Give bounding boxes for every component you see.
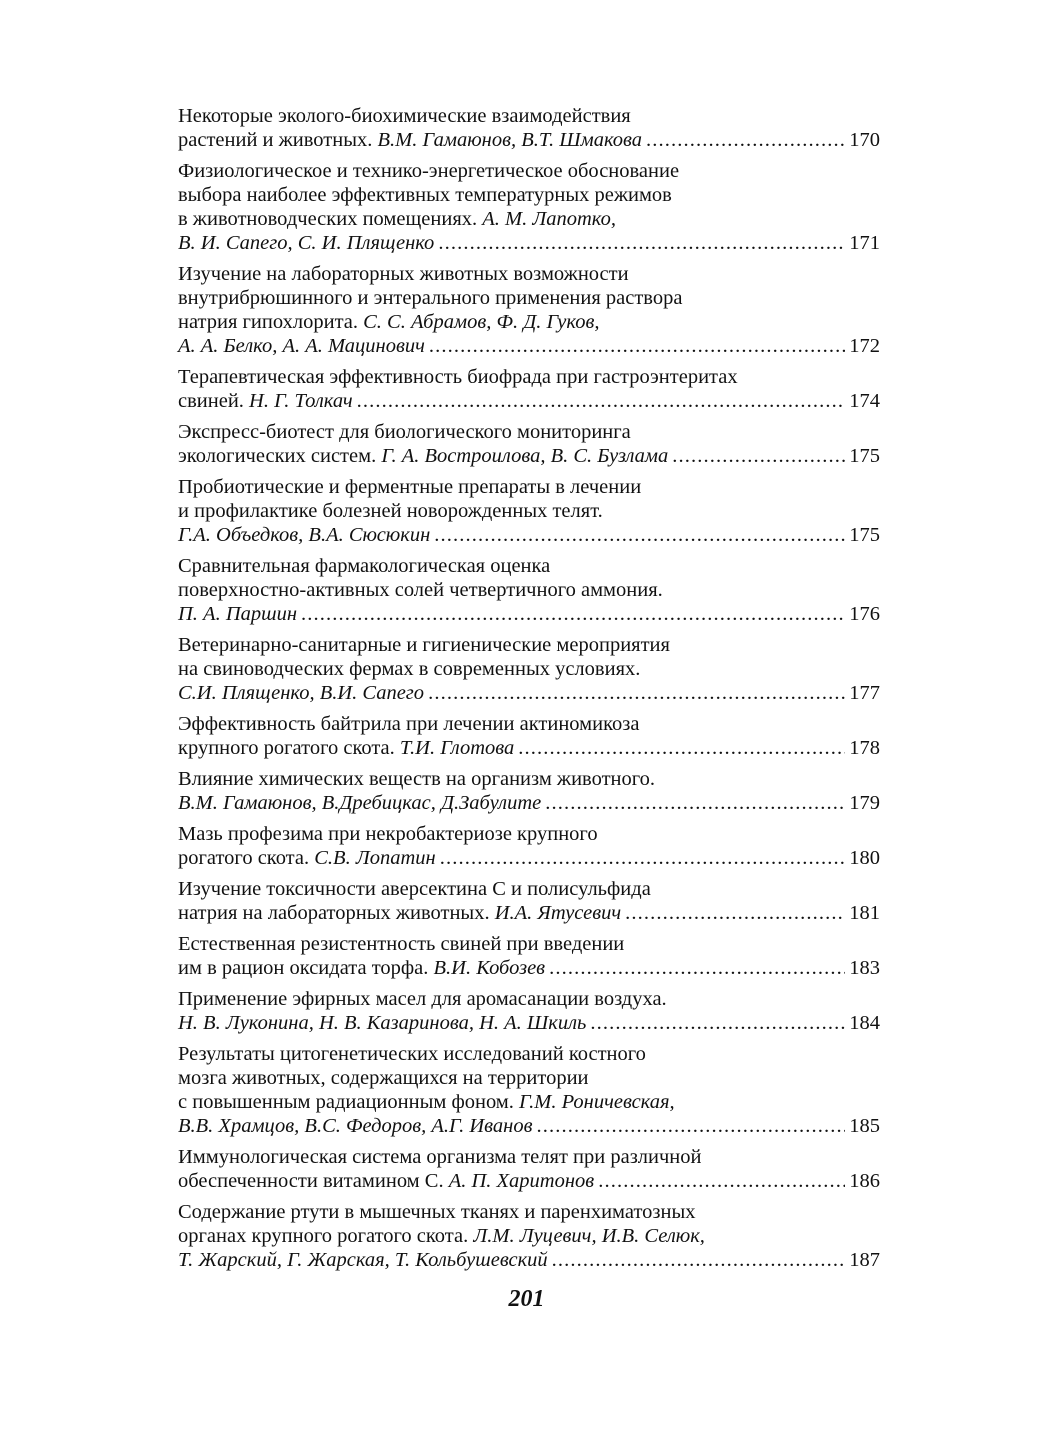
toc-entry-title-line: и профилактике болезней новорожденных телят. [178, 500, 603, 522]
toc-entry-authors: Г. А. Востроилова, В. С. Бузлама [381, 445, 669, 467]
dot-leader [545, 791, 845, 815]
table-of-contents [178, 104, 880, 1279]
dot-leader [552, 1248, 846, 1272]
toc-entry-last-line [178, 791, 880, 815]
toc-entry-title-line: поверхностно-активных солей четвертичного аммония. [178, 579, 663, 601]
toc-entry [178, 262, 880, 358]
toc-entry-last-line [178, 389, 880, 413]
toc-entry-last-line [178, 901, 880, 925]
toc-entry-title-line: натрия гипохлорита. С. С. Абрамов, Ф. Д. Гуков, [178, 311, 600, 333]
toc-entry-last-line [178, 231, 880, 255]
toc-entry-page: 184 [849, 1012, 880, 1034]
toc-entry-authors: В. И. Сапего, С. И. Плященко [178, 232, 435, 254]
toc-entry-authors: В.М. Гамаюнов, В.Дребицкас, Д.Забулите [178, 792, 542, 814]
toc-entry-last-line [178, 1169, 880, 1193]
toc-entry-title-tail: обеспеченности витамином С. [178, 1170, 449, 1192]
toc-entry-page: 176 [849, 603, 880, 625]
dot-leader [590, 1011, 845, 1035]
toc-entry-last-line [178, 1114, 880, 1138]
dot-leader [438, 231, 845, 255]
toc-entry [178, 554, 880, 626]
toc-entry-title-line: выбора наиболее эффективных температурных режимов [178, 184, 672, 206]
page-number: 201 [508, 1286, 545, 1312]
toc-entry-page: 185 [849, 1115, 880, 1137]
toc-entry-authors: В.М. Гамаюнов, В.Т. Шмакова [377, 129, 643, 151]
toc-entry-page: 170 [849, 129, 880, 151]
toc-entry-page: 174 [849, 390, 880, 412]
toc-entry-title-line: Ветеринарно-санитарные и гигиенические мероприятия [178, 634, 670, 656]
toc-entry-title-tail: рогатого скота. [178, 847, 315, 869]
toc-entry-title-line: Изучение токсичности аверсектина С и полисульфида [178, 878, 651, 900]
toc-entry-title-line: Терапевтическая эффективность биофрада при гастроэнтеритах [178, 366, 738, 388]
dot-leader [672, 444, 845, 468]
toc-entry-last-line [178, 128, 880, 152]
toc-entry-page: 186 [849, 1170, 880, 1192]
dot-leader [518, 736, 845, 760]
toc-entry-title-tail: растений и животных. [178, 129, 378, 151]
toc-entry-title-line: Содержание ртути в мышечных тканях и паренхиматозных [178, 1201, 696, 1223]
toc-entry-page: 177 [849, 682, 880, 704]
toc-entry-page: 178 [849, 737, 880, 759]
toc-entry-authors: Т.И. Глотова [399, 737, 515, 759]
toc-entry-title-tail: им в рацион оксидата торфа. [178, 957, 434, 979]
toc-entry-title-line: с повышенным радиационным фоном. Г.М. Роничевская, [178, 1091, 675, 1113]
toc-entry-title-line: Естественная резистентность свиней при введении [178, 933, 625, 955]
toc-entry-title-line: Пробиотические и ферментные препараты в лечении [178, 476, 642, 498]
toc-entry-page: 183 [849, 957, 880, 979]
toc-entry-title-line: в животноводческих помещениях. А. М. Лапотко, [178, 208, 616, 230]
toc-entry-title-tail: натрия на лабораторных животных. [178, 902, 495, 924]
toc-entry-title-line: Применение эфирных масел для аромасанации воздуха. [178, 988, 667, 1010]
toc-entry-last-line [178, 681, 880, 705]
toc-entry-title-line: Мазь профезима при некробактериозе крупного [178, 823, 598, 845]
toc-entry [178, 365, 880, 413]
toc-entry-title-line: Сравнительная фармакологическая оценка [178, 555, 551, 577]
toc-entry [178, 767, 880, 815]
toc-entry [178, 1042, 880, 1138]
toc-entry-last-line [178, 1248, 880, 1272]
toc-entry-authors: С.В. Лопатин [314, 847, 436, 869]
toc-entry-title-line: Некоторые эколого-биохимические взаимодействия [178, 105, 631, 127]
toc-entry-last-line [178, 956, 880, 980]
toc-entry-title-line: на свиноводческих фермах в современных условиях. [178, 658, 641, 680]
dot-leader [428, 681, 845, 705]
toc-entry [178, 877, 880, 925]
toc-entry-authors: С.И. Плященко, В.И. Сапего [178, 682, 425, 704]
toc-entry-authors: В.В. Храмцов, В.С. Федоров, А.Г. Иванов [178, 1115, 533, 1137]
toc-entry-title-line: Изучение на лабораторных животных возможности [178, 263, 629, 285]
toc-entry [178, 159, 880, 255]
toc-entry [178, 633, 880, 705]
dot-leader [598, 1169, 845, 1193]
toc-entry-page: 172 [849, 335, 880, 357]
toc-entry [178, 712, 880, 760]
dot-leader [646, 128, 845, 152]
toc-entry [178, 987, 880, 1035]
toc-entry-page: 175 [849, 445, 880, 467]
toc-entry [178, 1200, 880, 1272]
toc-entry-title-tail: свиней. [178, 390, 250, 412]
toc-entry-authors: А. П. Харитонов [448, 1170, 595, 1192]
dot-leader [440, 846, 846, 870]
dot-leader [625, 901, 845, 925]
toc-entry-authors: Н. В. Луконина, Н. В. Казаринова, Н. А. Шкиль [178, 1012, 587, 1034]
dot-leader [549, 956, 845, 980]
toc-entry-last-line [178, 1011, 880, 1035]
toc-entry-authors: Г.А. Объедков, В.А. Сюсюкин [178, 524, 431, 546]
toc-entry [178, 932, 880, 980]
toc-entry-title-line: внутрибрюшинного и энтерального применения раствора [178, 287, 683, 309]
toc-entry-authors: Т. Жарский, Г. Жарская, Т. Кольбушевский [178, 1249, 548, 1271]
toc-entry-page: 180 [849, 847, 880, 869]
toc-entry-title-line: мозга животных, содержащихся на территории [178, 1067, 589, 1089]
toc-entry-title-tail: крупного рогатого скота. [178, 737, 400, 759]
toc-entry [178, 1145, 880, 1193]
toc-entry-authors: А. А. Белко, А. А. Мацинович [178, 335, 425, 357]
toc-entry-last-line [178, 523, 880, 547]
toc-entry-title-line: Физиологическое и технико-энергетическое обоснование [178, 160, 680, 182]
toc-entry-title-line: Иммунологическая система организма телят при различной [178, 1146, 702, 1168]
toc-entry-page: 179 [849, 792, 880, 814]
toc-entry [178, 104, 880, 152]
toc-entry-last-line [178, 736, 880, 760]
dot-leader [301, 602, 845, 626]
toc-entry-title-line: Влияние химических веществ на организм животного. [178, 768, 656, 790]
toc-entry-title-line: Результаты цитогенетических исследований костного [178, 1043, 646, 1065]
toc-entry-last-line [178, 444, 880, 468]
toc-entry-page: 171 [849, 232, 880, 254]
toc-entry-last-line [178, 846, 880, 870]
toc-entry-last-line [178, 334, 880, 358]
toc-entry-authors: В.И. Кобозев [433, 957, 546, 979]
dot-leader [357, 389, 846, 413]
toc-entry-page: 181 [849, 902, 880, 924]
toc-entry-page: 175 [849, 524, 880, 546]
dot-leader [434, 523, 845, 547]
toc-entry-page: 187 [849, 1249, 880, 1271]
toc-entry [178, 475, 880, 547]
toc-entry-authors: П. А. Паршин [178, 603, 298, 625]
toc-entry-authors: И.А. Ятусевич [494, 902, 622, 924]
dot-leader [429, 334, 845, 358]
toc-entry-last-line [178, 602, 880, 626]
toc-entry-title-line: Экспресс-биотест для биологического мониторинга [178, 421, 631, 443]
toc-entry-title-line: Эффективность байтрила при лечении актиномикоза [178, 713, 640, 735]
toc-entry [178, 822, 880, 870]
toc-entry [178, 420, 880, 468]
dot-leader [537, 1114, 846, 1138]
toc-entry-authors: Н. Г. Толкач [249, 390, 353, 412]
toc-entry-title-line: органах крупного рогатого скота. Л.М. Луцевич, И.В. Селюк, [178, 1225, 705, 1247]
toc-entry-title-tail: экологических систем. [178, 445, 382, 467]
